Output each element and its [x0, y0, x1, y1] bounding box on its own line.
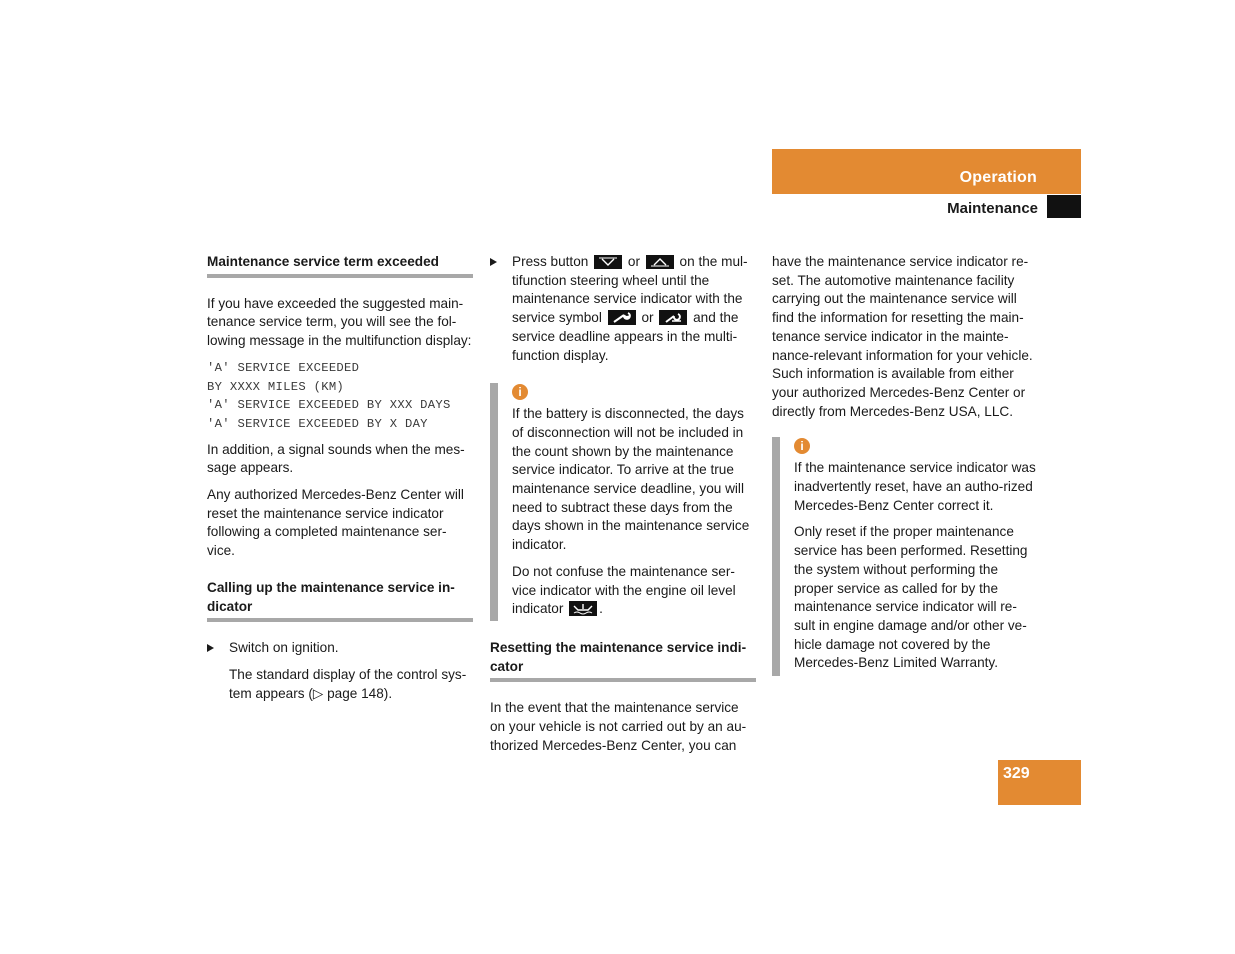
info-box-battery: [490, 383, 756, 621]
display-line: BY XXXX MILES (KM): [207, 379, 345, 394]
display-line: 'A' SERVICE EXCEEDED BY XXX DAYS: [207, 398, 451, 413]
info-text: [512, 563, 756, 621]
display-line: 'A' SERVICE EXCEEDED: [207, 360, 360, 375]
column-right: [772, 253, 1038, 676]
step-text-b: on the mul-tifunction steering wheel until the maintenance service indicator with the service symbol: [512, 254, 748, 326]
info-text: If the battery is disconnected, the days of disconnection will not be included in the count shown by the maintenance service indicator. To arrive at the true maintenance service deadline, you will need to subtract these days from the days shown in the maintenance service indicator.: [512, 406, 750, 553]
step-item: [490, 253, 756, 365]
paragraph: Any authorized Mercedes-Benz Center will reset the maintenance service indicator following a completed maintenance ser-vice.: [207, 487, 464, 559]
bullet-arrow-icon: [490, 258, 497, 266]
display-line: 'A' SERVICE EXCEEDED BY X DAY: [207, 416, 428, 431]
info-text-period: .: [599, 601, 603, 617]
step-text: Switch on ignition.: [229, 640, 339, 656]
paragraph: have the maintenance service indicator re-set. The automotive maintenance facility carrying out the maintenance service will find the information for resetting the main-tenance service indicator in the mainte-nance-relevant information for your vehicle. Such information is available from either your authorized Mercedes-Benz Center or directly from Mercedes-Benz USA, LLC.: [772, 254, 1033, 419]
heading-service-exceeded: Maintenance service term exceeded: [207, 253, 473, 278]
info-text-oil: Do not confuse the maintenance ser-vice indicator with the engine oil level indicator: [512, 563, 736, 617]
info-icon: i: [512, 384, 528, 400]
oil-level-icon: [569, 601, 597, 616]
bullet-arrow-icon: [207, 644, 214, 652]
heading-calling-up: Calling up the maintenance service in-dicator: [207, 579, 473, 622]
info-box-reset: [772, 437, 1038, 676]
page-number: 329: [1003, 765, 1030, 782]
button-up-icon: [646, 255, 674, 269]
step-note: The standard display of the control sys-tem appears (▷ page 148).: [229, 666, 467, 701]
wrench-service-alt-icon: [659, 310, 687, 325]
step-item: [207, 639, 473, 658]
paragraph: In the event that the maintenance service on your vehicle is not carried out by an au-thorized Mercedes-Benz Center, you can: [490, 700, 747, 753]
subsection-marker: [1047, 195, 1081, 218]
wrench-service-icon: [608, 310, 636, 325]
column-middle: [490, 253, 756, 763]
button-down-icon: [594, 255, 622, 269]
paragraph: If you have exceeded the suggested main-tenance service term, you will see the fol-lowing message in the multifunction display:: [207, 295, 472, 349]
info-icon: i: [794, 438, 810, 454]
section-header-band: [772, 149, 1081, 194]
subsection-title: Maintenance: [947, 200, 1038, 217]
heading-resetting: Resetting the maintenance service indi-cator: [490, 639, 756, 682]
step-text-a: Press button: [512, 254, 589, 269]
section-title: Operation: [959, 169, 1037, 186]
step-text-or: or: [627, 254, 640, 269]
info-text: If the maintenance service indicator was inadvertently reset, have an autho-rized Mercedes-Benz Center correct it.: [794, 460, 1036, 513]
display-message-block: [207, 359, 473, 434]
paragraph: In addition, a signal sounds when the mes-sage appears.: [207, 441, 465, 476]
info-text: Only reset if the proper maintenance service has been performed. Resetting the system without performing the proper service as called for by the maintenance service indicator will re-sult in engine damage and/or other ve-hicle damage not covered by the Mercedes-Benz Limited Warranty.: [794, 524, 1028, 671]
column-left: [207, 253, 473, 711]
step-text-c: and the service deadline appears in the multi-function display.: [512, 310, 739, 363]
step-text-or2: or: [641, 310, 654, 326]
